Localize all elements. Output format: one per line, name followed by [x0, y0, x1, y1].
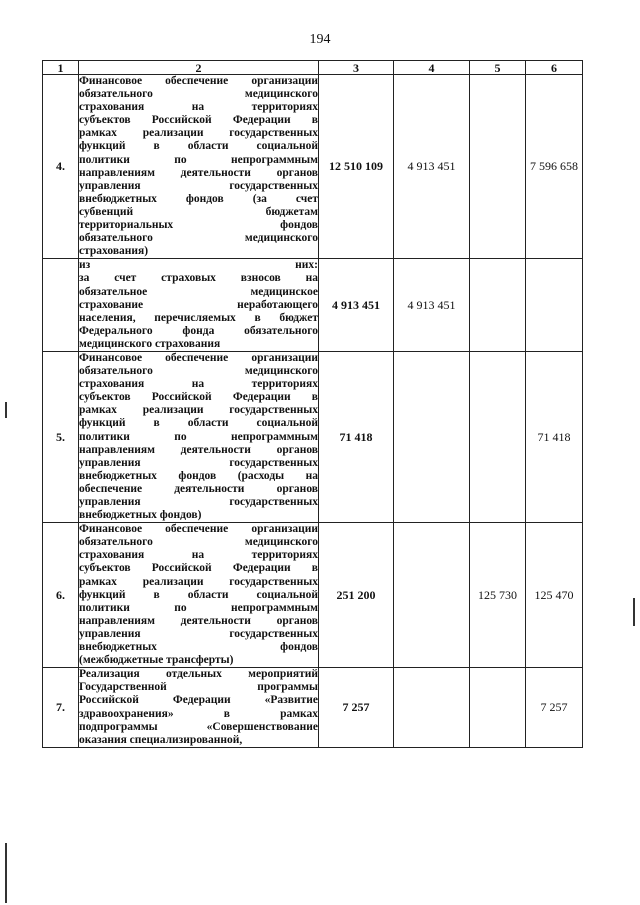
row-number: 5. — [43, 351, 79, 522]
row-number: 4. — [43, 75, 79, 259]
description-line: функций в области социальной — [79, 417, 318, 430]
description-line: управления государственных — [79, 627, 318, 640]
scan-mark — [5, 843, 7, 903]
row-number — [43, 259, 79, 352]
description-line: за счет страховых взносов на — [79, 272, 318, 285]
description-line: населения, перечисляемых в бюджет — [79, 311, 318, 324]
description-line: медицинского страхования — [79, 337, 221, 350]
description-line: обязательного медицинского — [79, 365, 318, 378]
scan-mark — [5, 402, 7, 418]
amount-cell-c5: 125 730 — [470, 523, 526, 668]
column-header: 5 — [470, 61, 526, 75]
description-line: управления государственных — [79, 456, 318, 469]
column-header: 4 — [394, 61, 470, 75]
column-header: 6 — [526, 61, 583, 75]
amount-cell-c4: 4 913 451 — [394, 259, 470, 352]
description-line: Финансовое обеспечение организации — [79, 351, 318, 364]
description-line: страхования) — [79, 245, 149, 258]
description-line: Финансовое обеспечение организации — [79, 75, 318, 87]
row-description — [79, 259, 319, 352]
table-row — [43, 351, 583, 522]
description-line: Федерального фонда обязательного — [79, 324, 318, 337]
description-line: субвенций бюджетам — [79, 205, 318, 218]
row-number: 6. — [43, 523, 79, 668]
amount-cell-c3: 251 200 — [319, 523, 394, 668]
description-line: страхования на территориях — [79, 549, 318, 562]
description-line: Государственной программы — [79, 681, 318, 694]
description-line: управления государственных — [79, 179, 318, 192]
description-line: субъектов Российской Федерации в — [79, 562, 318, 575]
description-line: страхование неработающего — [79, 298, 318, 311]
table-row — [43, 523, 583, 668]
amount-cell-c3: 71 418 — [319, 351, 394, 522]
description-line: субъектов Российской Федерации в — [79, 391, 318, 404]
table-row — [43, 668, 583, 748]
description-line: управления государственных — [79, 496, 318, 508]
description-line: политики по непрограммным — [79, 153, 318, 166]
budget-table — [42, 60, 583, 748]
description-line: рамках реализации государственных — [79, 127, 318, 140]
description-line: (межбюджетные трансферты) — [79, 654, 234, 667]
row-description — [79, 523, 319, 668]
amount-cell-c6: 7 257 — [526, 668, 583, 748]
amount-cell-c6: 125 470 — [526, 523, 583, 668]
amount-cell-c5 — [470, 668, 526, 748]
column-header: 3 — [319, 61, 394, 75]
description-line: направлениям деятельности органов — [79, 166, 318, 179]
amount-cell-c4 — [394, 351, 470, 522]
description-line: направлениям деятельности органов — [79, 614, 318, 627]
description-line: страхования на территориях — [79, 378, 318, 391]
description-line: обязательного медицинского — [79, 232, 318, 245]
row-description — [79, 75, 319, 259]
amount-cell-c5 — [470, 351, 526, 522]
amount-cell-c5 — [470, 259, 526, 352]
amount-cell-c3: 7 257 — [319, 668, 394, 748]
description-line: политики по непрограммным — [79, 601, 318, 614]
description-line: субъектов Российской Федерации в — [79, 114, 318, 127]
description-line: Финансовое обеспечение организации — [79, 523, 318, 536]
row-description — [79, 351, 319, 522]
amount-cell-c4 — [394, 668, 470, 748]
description-line: подпрограммы «Совершенствование — [79, 720, 318, 733]
amount-cell-c5 — [470, 75, 526, 259]
description-line: рамках реализации государственных — [79, 404, 318, 417]
scan-mark — [633, 598, 635, 626]
description-line: страхования на территориях — [79, 101, 318, 114]
description-line: внебюджетных фондов) — [79, 509, 202, 522]
header-row — [43, 61, 583, 75]
row-description — [79, 668, 319, 748]
description-line: направлениям деятельности органов — [79, 443, 318, 456]
amount-cell-c3: 4 913 451 — [319, 259, 394, 352]
amount-cell-c3: 12 510 109 — [319, 75, 394, 259]
column-header: 2 — [79, 61, 319, 75]
amount-cell-c4 — [394, 523, 470, 668]
description-line: территориальных фондов — [79, 219, 318, 232]
description-line: внебюджетных фондов (за счет — [79, 192, 318, 205]
column-header: 1 — [43, 61, 79, 75]
description-line: функций в области социальной — [79, 140, 318, 153]
row-number: 7. — [43, 668, 79, 748]
description-line: обеспечение деятельности органов — [79, 482, 318, 495]
description-line: здравоохранения» в рамках — [79, 707, 318, 720]
description-line: обязательного медицинского — [79, 88, 318, 101]
description-line: обязательного медицинского — [79, 536, 318, 549]
description-line: Российской Федерации «Развитие — [79, 694, 318, 707]
page-number: 194 — [309, 32, 331, 47]
description-line: рамках реализации государственных — [79, 575, 318, 588]
description-line: Реализация отдельных мероприятий — [79, 668, 318, 681]
description-line: обязательное медицинское — [79, 285, 318, 298]
table-row — [43, 75, 583, 259]
table-row — [43, 259, 583, 352]
amount-cell-c6: 71 418 — [526, 351, 583, 522]
description-line: оказания специализированной, — [79, 733, 243, 746]
description-line: внебюджетных фондов — [79, 641, 318, 654]
amount-cell-c6 — [526, 259, 583, 352]
description-line: функций в области социальной — [79, 588, 318, 601]
amount-cell-c6: 7 596 658 — [526, 75, 583, 259]
description-line: политики по непрограммным — [79, 430, 318, 443]
description-line: из них: — [79, 259, 318, 272]
description-line: внебюджетных фондов (расходы на — [79, 469, 318, 482]
amount-cell-c4: 4 913 451 — [394, 75, 470, 259]
